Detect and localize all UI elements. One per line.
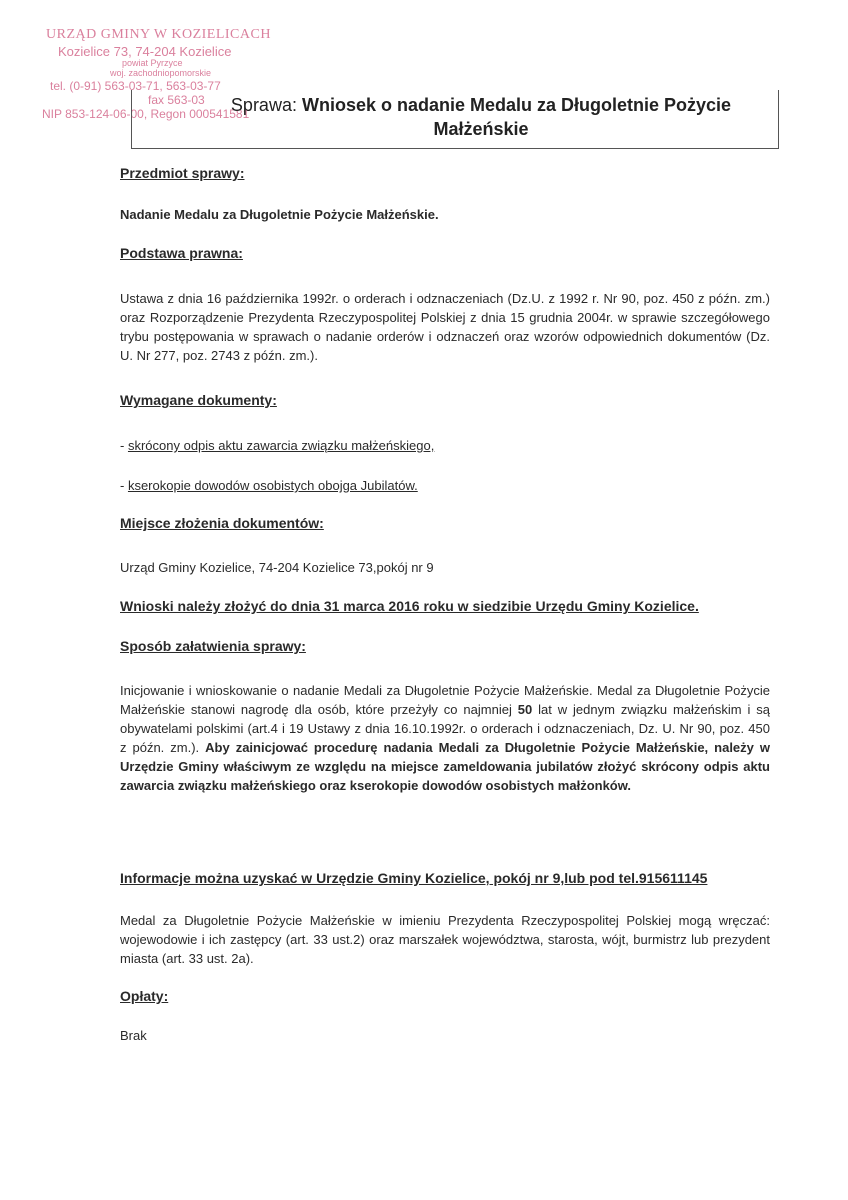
stamp-line: URZĄD GMINY W KOZIELICACH bbox=[46, 27, 271, 42]
deadline-notice: Wnioski należy złożyć do dnia 31 marca 2016 roku w siedzibie Urzędu Gminy Kozielice. bbox=[120, 598, 699, 614]
docs-item-text: kserokopie dowodów osobistych obojga Jubilatów. bbox=[127, 478, 418, 493]
docs-item-text: skrócony odpis aktu zawarcia związku małżeńskiego, bbox=[127, 438, 435, 453]
method-bold-text: Aby zainicjować procedurę nadania Medali za Długoletnie Pożycie Małżeńskie, należy w Urzędzie Gminy właściwym ze względu na miejsce zameldowania jubilatów złożyć skrócony odpis aktu zawarcia związku małżeńskiego oraz kserokopie dowodów osobistych małżonków. bbox=[120, 740, 770, 793]
stamp-line: NIP 853-124-06-00, Regon 000541581 bbox=[42, 107, 250, 121]
info-heading: Informacje można uzyskać w Urzędzie Gminy Kozielice, pokój nr 9,lub pod tel.915611145 bbox=[120, 870, 708, 886]
docs-item: - kserokopie dowodów osobistych obojga Jubilatów. bbox=[120, 478, 418, 493]
method-heading: Sposób załatwienia sprawy: bbox=[120, 638, 306, 654]
method-text-b: lat w jednym związku małżeńskim i są obywatelami polskimi (art.4 i 19 Ustawy z dnia 16.10.1992r. o orderach i odznaczeniach, Dz. U. Nr 90, poz. 450 z późn. zm.). bbox=[120, 702, 770, 755]
place-text: Urząd Gminy Kozielice, 74-204 Kozielice 73,pokój nr 9 bbox=[120, 560, 434, 575]
title-label: Sprawa: bbox=[230, 95, 297, 115]
title-line2: Małżeńskie bbox=[433, 119, 529, 139]
subject-heading: Przedmiot sprawy: bbox=[120, 165, 245, 181]
method-years: 50 bbox=[517, 702, 533, 717]
stamp-line: fax 563-03 bbox=[148, 93, 205, 107]
legal-heading: Podstawa prawna: bbox=[120, 245, 243, 261]
legal-text: Ustawa z dnia 16 października 1992r. o orderach i odznaczeniach (Dz.U. z 1992 r. Nr 90, poz. 450 z późn. zm.) oraz Rozporządzenie Prezydenta Rzeczypospolitej Polskiej z dnia 15 grudnia 2004r. w sprawie szczegółowego trybu postępowania w sprawach o nadanie orderów i odznaczeń oraz wzorów odpowiednich dokumentów (Dz. U. Nr 277, poz. 2743 z późn. zm.). bbox=[120, 291, 770, 363]
page-title bbox=[131, 93, 831, 141]
place-heading: Miejsce złożenia dokumentów: bbox=[120, 515, 324, 531]
info-text: Medal za Długoletnie Pożycie Małżeńskie w imieniu Prezydenta Rzeczypospolitej Polskiej mogą wręczać: wojewodowie i ich zastępcy (art. 33 ust.2) oraz marszałek województwa, starosta, wójt, burmistrz lub prezydent miasta (art. 33 ust. 2a). bbox=[120, 913, 770, 966]
docs-heading: Wymagane dokumenty: bbox=[120, 392, 277, 408]
title-line1: Wniosek o nadanie Medalu za Długoletnie Pożycie bbox=[301, 95, 732, 115]
fees-heading: Opłaty: bbox=[120, 988, 169, 1004]
stamp-line: woj. zachodniopomorskie bbox=[110, 68, 212, 78]
stamp-line: Kozielice 73, 74-204 Kozielice bbox=[58, 44, 232, 59]
docs-item: - skrócony odpis aktu zawarcia związku małżeńskiego, bbox=[120, 438, 435, 453]
stamp-line: powiat Pyrzyce bbox=[122, 58, 183, 68]
method-text-a: Inicjowanie i wnioskowanie o nadanie Medali za Długoletnie Pożycie Małżeńskie. Medal za Długoletnie Pożycie Małżeńskie stanowi nagrodę dla osób, które przeżyły co najmniej bbox=[120, 683, 770, 717]
subject-text: Nadanie Medalu za Długoletnie Pożycie Małżeńskie. bbox=[120, 207, 439, 222]
method-text bbox=[120, 681, 770, 795]
stamp-line: tel. (0-91) 563-03-71, 563-03-77 bbox=[50, 79, 221, 93]
fees-text: Brak bbox=[120, 1028, 147, 1043]
